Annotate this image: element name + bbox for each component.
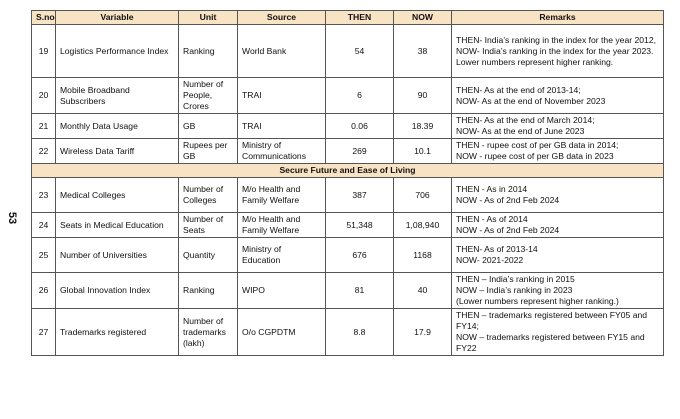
cell-variable: Wireless Data Tariff [56,139,179,164]
section-title: Secure Future and Ease of Living [32,164,664,178]
cell-remarks: THEN- As at the end of March 2014; NOW- As at the end of June 2023 [452,114,664,139]
cell-then: 6 [326,78,394,114]
cell-unit: Ranking [179,273,238,309]
table-row [32,213,664,238]
section-row [32,164,664,178]
cell-sno: 19 [32,25,56,78]
cell-unit: Rupees per GB [179,139,238,164]
page-number: 53 [6,211,18,225]
cell-now: 90 [394,78,452,114]
cell-unit: Quantity [179,238,238,273]
cell-variable: Monthly Data Usage [56,114,179,139]
cell-unit: Number of Colleges [179,178,238,213]
cell-source: O/o CGPDTM [238,309,326,356]
cell-source: M/o Health and Family Welfare [238,213,326,238]
table-row [32,273,664,309]
cell-then: 387 [326,178,394,213]
cell-then: 54 [326,25,394,78]
cell-now: 38 [394,25,452,78]
cell-unit: Ranking [179,25,238,78]
cell-variable: Global Innovation Index [56,273,179,309]
cell-then: 269 [326,139,394,164]
cell-variable: Medical Colleges [56,178,179,213]
header-sno: S.no [32,11,56,25]
cell-variable: Mobile Broadband Subscribers [56,78,179,114]
cell-remarks: THEN - As in 2014 NOW - As of 2nd Feb 2024 [452,178,664,213]
cell-then: 81 [326,273,394,309]
cell-source: TRAI [238,114,326,139]
cell-sno: 20 [32,78,56,114]
cell-remarks: THEN - As of 2014 NOW - As of 2nd Feb 2024 [452,213,664,238]
table-row [32,114,664,139]
cell-now: 17.9 [394,309,452,356]
header-row [32,11,664,25]
cell-unit: GB [179,114,238,139]
cell-now: 18.39 [394,114,452,139]
header-source: Source [238,11,326,25]
cell-sno: 25 [32,238,56,273]
cell-source: WIPO [238,273,326,309]
cell-then: 0.06 [326,114,394,139]
table-row [32,139,664,164]
cell-now: 706 [394,178,452,213]
header-unit: Unit [179,11,238,25]
cell-remarks: THEN – trademarks registered between FY05 and FY14; NOW – trademarks registered between FY15 and FY22 [452,309,664,356]
cell-sno: 23 [32,178,56,213]
table-body-a [32,25,664,164]
cell-variable: Number of Universities [56,238,179,273]
cell-remarks: THEN - rupee cost of per GB data in 2014; NOW - rupee cost of per GB data in 2023 [452,139,664,164]
cell-sno: 21 [32,114,56,139]
cell-remarks: THEN- As at the end of 2013-14; NOW- As at the end of November 2023 [452,78,664,114]
table-row [32,309,664,356]
table-row [32,178,664,213]
table-row [32,238,664,273]
cell-then: 8.8 [326,309,394,356]
header-then: THEN [326,11,394,25]
header-remarks: Remarks [452,11,664,25]
cell-remarks: THEN- India’s ranking in the index for the year 2012, NOW- India’s ranking in the index for the year 2023. Lower numbers represent higher ranking. [452,25,664,78]
data-table [31,10,664,356]
cell-unit: Number of Seats [179,213,238,238]
cell-source: World Bank [238,25,326,78]
cell-variable: Seats in Medical Education [56,213,179,238]
cell-source: M/o Health and Family Welfare [238,178,326,213]
cell-now: 1,08,940 [394,213,452,238]
table-row [32,78,664,114]
cell-sno: 22 [32,139,56,164]
cell-variable: Trademarks registered [56,309,179,356]
cell-sno: 26 [32,273,56,309]
cell-now: 40 [394,273,452,309]
cell-variable: Logistics Performance Index [56,25,179,78]
header-variable: Variable [56,11,179,25]
cell-sno: 24 [32,213,56,238]
cell-now: 1168 [394,238,452,273]
header-now: NOW [394,11,452,25]
table-body-b [32,178,664,356]
cell-then: 676 [326,238,394,273]
cell-unit: Number of trademarks (lakh) [179,309,238,356]
cell-remarks: THEN- As of 2013-14 NOW- 2021-2022 [452,238,664,273]
cell-then: 51,348 [326,213,394,238]
cell-source: Ministry of Education [238,238,326,273]
table-row [32,25,664,78]
cell-now: 10.1 [394,139,452,164]
cell-source: Ministry of Communications [238,139,326,164]
cell-source: TRAI [238,78,326,114]
cell-unit: Number of People, Crores [179,78,238,114]
cell-remarks: THEN – India’s ranking in 2015 NOW – India’s ranking in 2023 (Lower numbers represent higher ranking.) [452,273,664,309]
cell-sno: 27 [32,309,56,356]
